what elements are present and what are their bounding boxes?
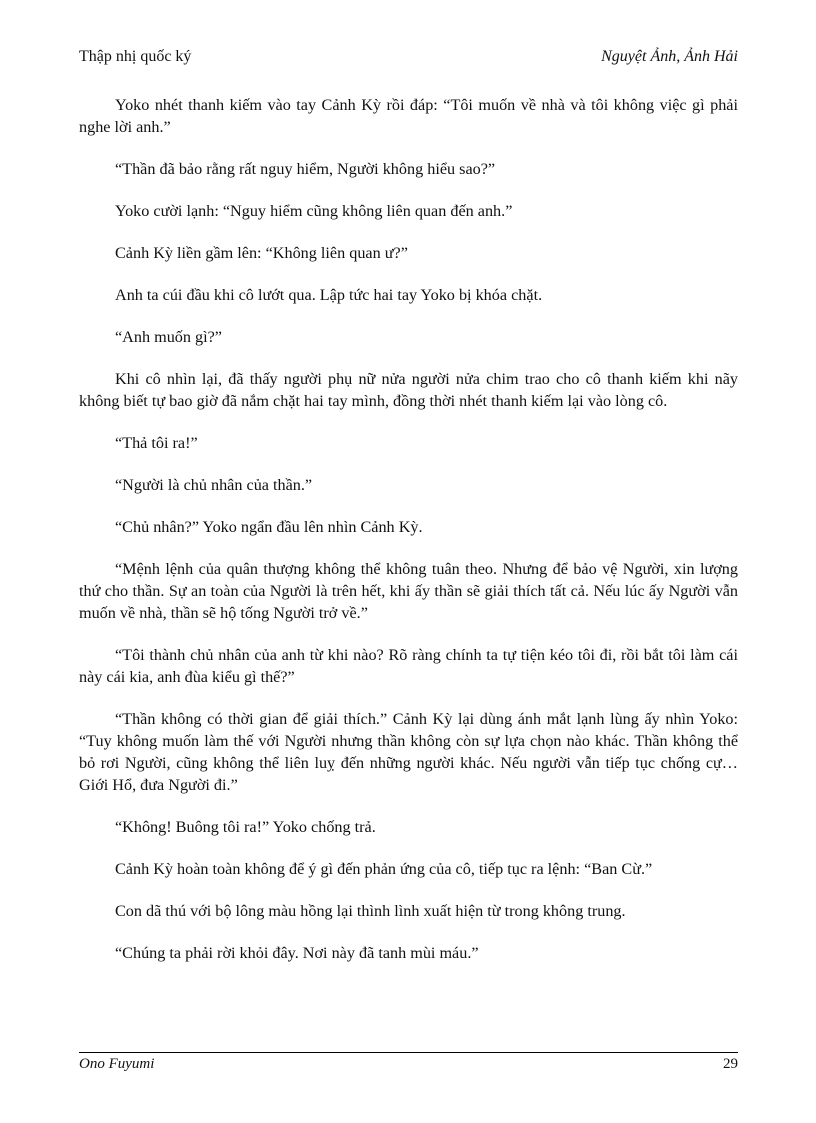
paragraph: Anh ta cúi đầu khi cô lướt qua. Lập tức hai tay Yoko bị khóa chặt.: [115, 286, 543, 304]
paragraph: “Anh muốn gì?”: [115, 328, 222, 346]
paragraph: “Chủ nhân?” Yoko ngẩn đầu lên nhìn Cảnh Kỳ.: [115, 518, 423, 536]
author-name: Ono Fuyumi: [79, 1056, 155, 1072]
page-body: [79, 94, 738, 984]
paragraph: “Thả tôi ra!”: [115, 434, 198, 452]
paragraph: Con dã thú với bộ lông màu hồng lại thình lình xuất hiện từ trong không trung.: [115, 902, 626, 920]
paragraph: “Mệnh lệnh của quân thượng không thể không tuân theo. Nhưng để bảo vệ Người, xin lượng thứ cho thần. Sự an toàn của Người là trên hết, khi ấy thần sẽ giải thích tất cả. Nếu lúc ấy Người vẫn muốn về nhà, thần sẽ hộ tống Người trở về.”: [79, 560, 738, 622]
page-footer: [79, 1056, 738, 1078]
paragraph: “Thần không có thời gian để giải thích.” Cảnh Kỳ lại dùng ánh mắt lạnh lùng ấy nhìn Yoko: “Tuy không muốn làm thế với Người nhưng thần không còn sự lựa chọn nào khác. Thần không thể bỏ rơi Người, cũng không thể liên luỵ đến những người khác. Nếu người vẫn tiếp tục chống cự… Giới Hổ, đưa Người đi.”: [79, 710, 738, 794]
book-title: Thập nhị quốc ký: [79, 48, 192, 65]
chapter-title: Nguyệt Ảnh, Ảnh Hải: [601, 48, 738, 65]
paragraph: Yoko nhét thanh kiếm vào tay Cảnh Kỳ rồi đáp: “Tôi muốn về nhà và tôi không việc gì phải nghe lời anh.”: [79, 96, 738, 136]
footer-divider: [79, 1052, 738, 1053]
paragraph: Yoko cười lạnh: “Nguy hiểm cũng không liên quan đến anh.”: [115, 202, 513, 220]
page-number: 29: [723, 1056, 738, 1072]
paragraph: Khi cô nhìn lại, đã thấy người phụ nữ nửa người nửa chim trao cho cô thanh kiếm khi nãy không biết tự bao giờ đã nắm chặt hai tay mình, đồng thời nhét thanh kiếm lại vào lòng cô.: [79, 370, 738, 410]
paragraph: Cảnh Kỳ hoàn toàn không để ý gì đến phản ứng của cô, tiếp tục ra lệnh: “Ban Cừ.”: [115, 860, 653, 878]
paragraph: “Tôi thành chủ nhân của anh từ khi nào? Rõ ràng chính ta tự tiện kéo tôi đi, rồi bắt tôi làm cái này cái kia, anh đùa kiểu gì thế?”: [79, 646, 738, 686]
paragraph: “Người là chủ nhân của thần.”: [115, 476, 313, 494]
paragraph: “Chúng ta phải rời khỏi đây. Nơi này đã tanh mùi máu.”: [115, 944, 479, 962]
page-header: [79, 48, 738, 72]
paragraph: Cảnh Kỳ liền gầm lên: “Không liên quan ư?”: [115, 244, 408, 262]
paragraph: “Không! Buông tôi ra!” Yoko chống trả.: [115, 818, 376, 836]
paragraph: “Thần đã bảo rằng rất nguy hiểm, Người không hiểu sao?”: [115, 160, 496, 178]
